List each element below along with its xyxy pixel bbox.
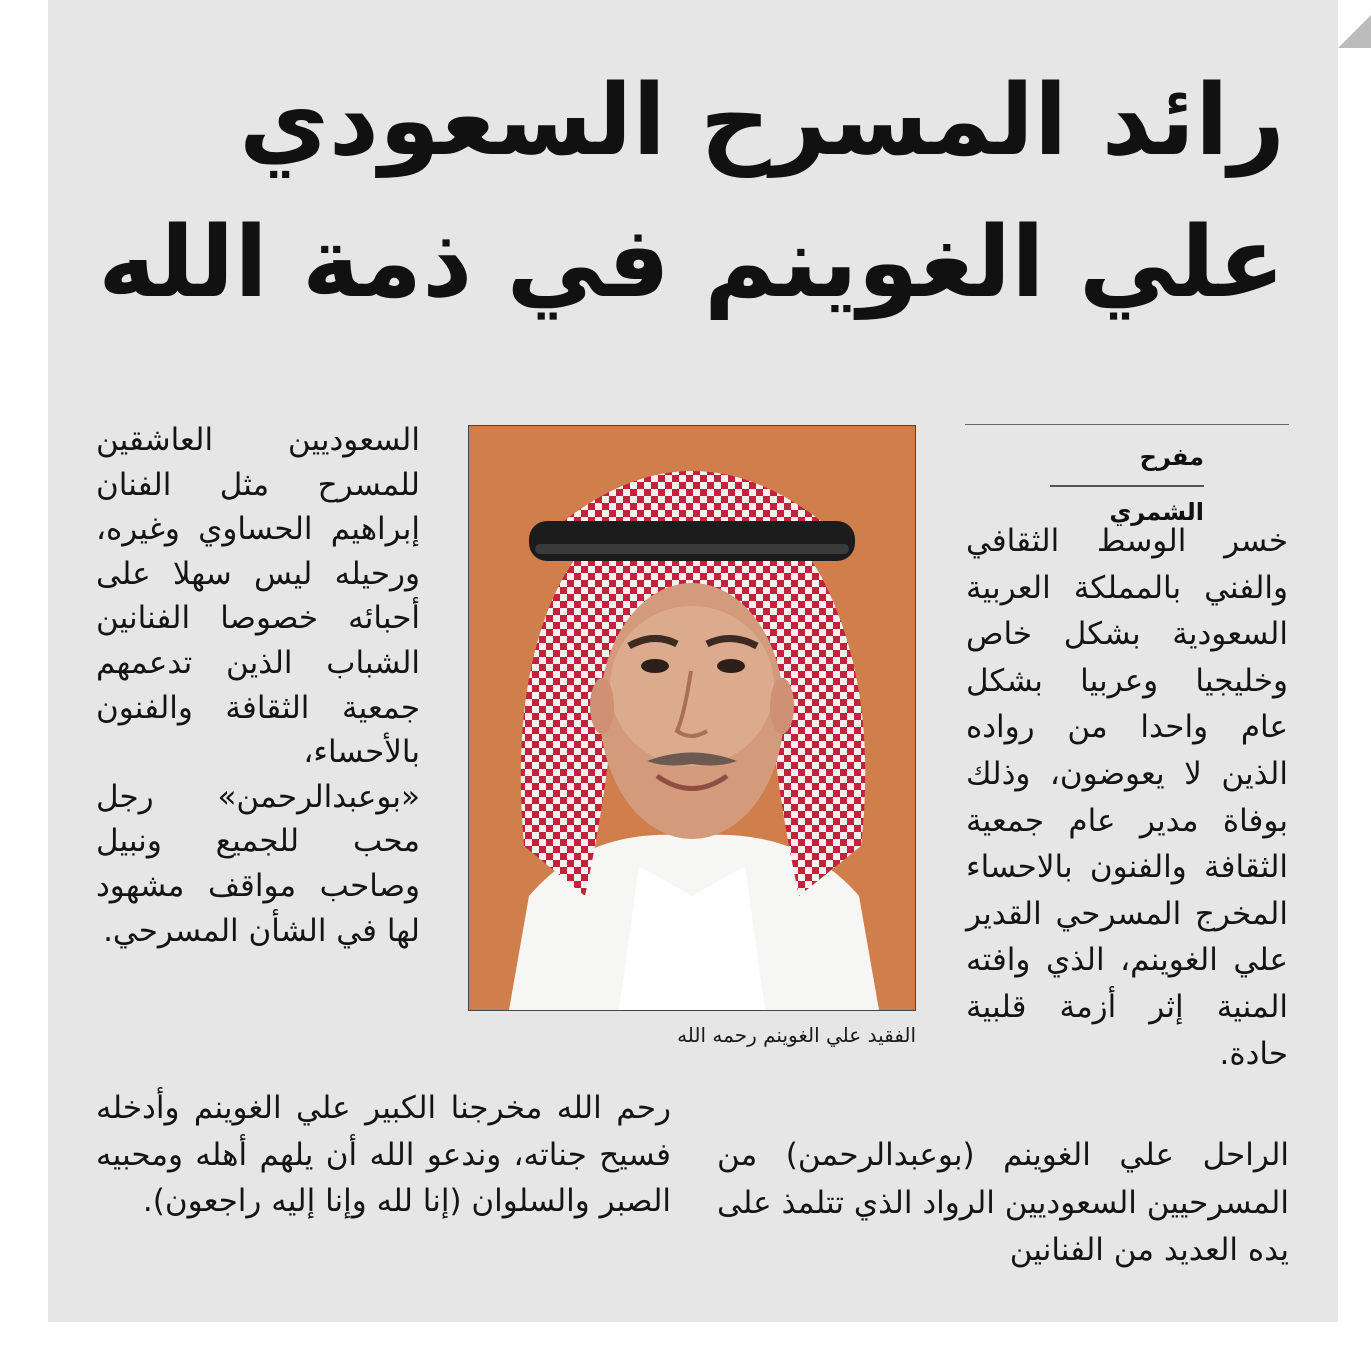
article-paragraph-bottom-left: رحم الله مخرجنا الكبير علي الغوينم وأدخله فسيح جناته، وندعو الله أن يلهم أهله ومحبيه الصبر والسلوان (إنا لله وإنا إليه راجعون). xyxy=(96,1090,671,1219)
headline-line-1: رائد المسرح السعودي xyxy=(238,64,1285,178)
byline-author: مفرح الشمري xyxy=(1050,430,1204,487)
portrait-illustration xyxy=(469,426,915,1010)
portrait-photo xyxy=(468,425,916,1011)
article-paragraph-bottom-right: الراحل علي الغوينم (بوعبدالرحمن) من المسرحيين السعوديين الرواد الذي تتلمذ على يده العديد من الفنانين xyxy=(717,1137,1289,1268)
article-column-right: خسر الوسط الثقافي والفني بالمملكة العربية السعودية بشكل خاص وخليجيا وعربيا بشكل عام واحدا من رواده الذين لا يعوضون، وذلك بوفاة مدير عام جمعية الثقافة والفنون بالاحساء المخرج المسرحي القدير علي الغوينم، الذي وافته المنية إثر أزمة قلبية حادة. xyxy=(966,523,1288,1072)
article-column-left: السعوديين العاشقين للمسرح مثل الفنان إبراهيم الحساوي وغيره، ورحيله ليس سهلا على أحبائه خصوصا الفنانين الشباب الذين تدعمهم جمعية الثقافة والفنون بالأحساء، «بوعبدالرحمن» رجل محب للجميع ونبيل وصاحب مواقف مشهود لها في الشأن المسرحي. xyxy=(96,422,420,949)
page-fold-corner xyxy=(1338,0,1371,48)
photo-caption: الفقيد علي الغوينم رحمه الله xyxy=(677,1023,916,1047)
headline-line-2: علي الغوينم في ذمة الله xyxy=(98,206,1285,320)
byline-divider xyxy=(965,424,1289,425)
